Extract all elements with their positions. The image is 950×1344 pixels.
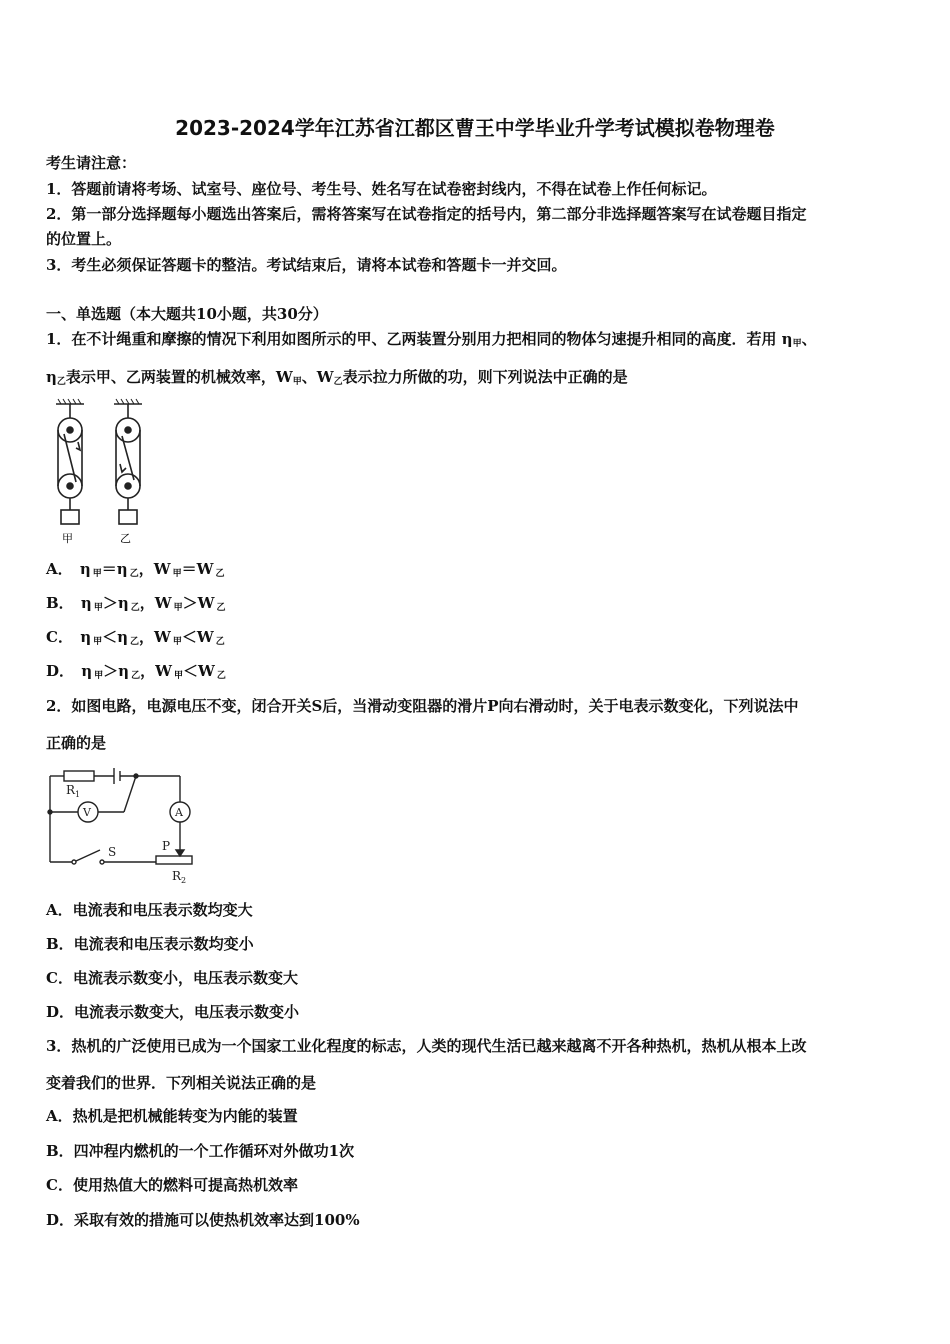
notice-item: 的位置上。 <box>46 230 122 248</box>
q2-option-a: A．电流表和电压表示数均变大 <box>46 901 253 919</box>
notice-item: 3．考生必须保证答题卡的整洁。考试结束后，请将本试卷和答题卡一并交回。 <box>46 256 567 274</box>
q1-option-a: A． η $_甲$＝η $_乙$，W $_甲$＝W $_乙$ <box>46 560 225 579</box>
ammeter-label: A <box>175 806 183 819</box>
q3-stem-line2: 变着我们的世界．下列相关说法正确的是 <box>46 1074 317 1092</box>
page-title: 2023-2024学年江苏省江都区曹王中学毕业升学考试模拟卷物理卷 <box>175 116 775 140</box>
q3-option-a: A．热机是把机械能转变为内能的装置 <box>46 1107 298 1125</box>
pulley-figure <box>48 398 158 546</box>
q2-option-c: C．电流表示数变小，电压表示数变大 <box>46 969 298 987</box>
notice-heading: 考生请注意： <box>46 154 137 172</box>
q1-stem-line2: $\eta_乙$表示甲、乙两装置的机械效率，$W_甲$、$W_乙$表示拉力所做的功，则下列说法中正确的是 <box>46 368 628 387</box>
figure-label-jia: 甲 <box>62 532 73 545</box>
notice-item: 2．第一部分选择题每小题选出答案后，需将答案写在试卷指定的括号内，第二部分非选择题答案写在试卷题目指定 <box>46 205 807 223</box>
q3-option-c: C．使用热值大的燃料可提高热机效率 <box>46 1176 298 1194</box>
q1-option-d: D． η $_甲$＞η $_乙$，W $_甲$＜W $_乙$ <box>46 662 226 681</box>
q2-stem-line2: 正确的是 <box>46 734 107 752</box>
notice-item: 1．答题前请将考场、试室号、座位号、考生号、姓名写在试卷密封线内，不得在试卷上作任何标记。 <box>46 180 717 198</box>
r2-label: $R_2$ <box>172 869 187 885</box>
q2-option-d: D．电流表示数变大，电压表示数变小 <box>46 1003 300 1021</box>
figure-label-yi: 乙 <box>120 532 131 545</box>
q3-stem-line1: 3．热机的广泛使用已成为一个国家工业化程度的标志，人类的现代生活已越来越离不开各种热机，热机从根本上改 <box>46 1037 807 1055</box>
q3-option-d: D．采取有效的措施可以使热机效率达到100% <box>46 1211 360 1229</box>
q2-option-b: B．电流表和电压表示数均变小 <box>46 935 254 953</box>
q1-option-b: B． η $_甲$＞η $_乙$，W $_甲$＞W $_乙$ <box>46 594 226 613</box>
switch-label: S <box>108 845 117 859</box>
section-heading: 一、单选题（本大题共10小题，共30分） <box>46 305 328 323</box>
q3-option-b: B．四冲程内燃机的一个工作循环对外做功1次 <box>46 1142 355 1160</box>
voltmeter-label: V <box>83 806 91 819</box>
circuit-figure <box>44 762 200 886</box>
r1-label: $R_1$ <box>66 783 81 799</box>
q2-stem-line1: 2．如图电路，电源电压不变，闭合开关S后，当滑动变阻器的滑片P向右滑动时，关于电表示数变化，下列说法中 <box>46 697 799 715</box>
slider-label: P <box>162 839 171 853</box>
q1-stem-line1: 1．在不计绳重和摩擦的情况下利用如图所示的甲、乙两装置分别用力把相同的物体匀速提升相同的高度．若用 $\eta_甲$、 <box>46 330 817 349</box>
q1-option-c: C． η $_甲$＜η $_乙$，W $_甲$＜W $_乙$ <box>46 628 225 647</box>
